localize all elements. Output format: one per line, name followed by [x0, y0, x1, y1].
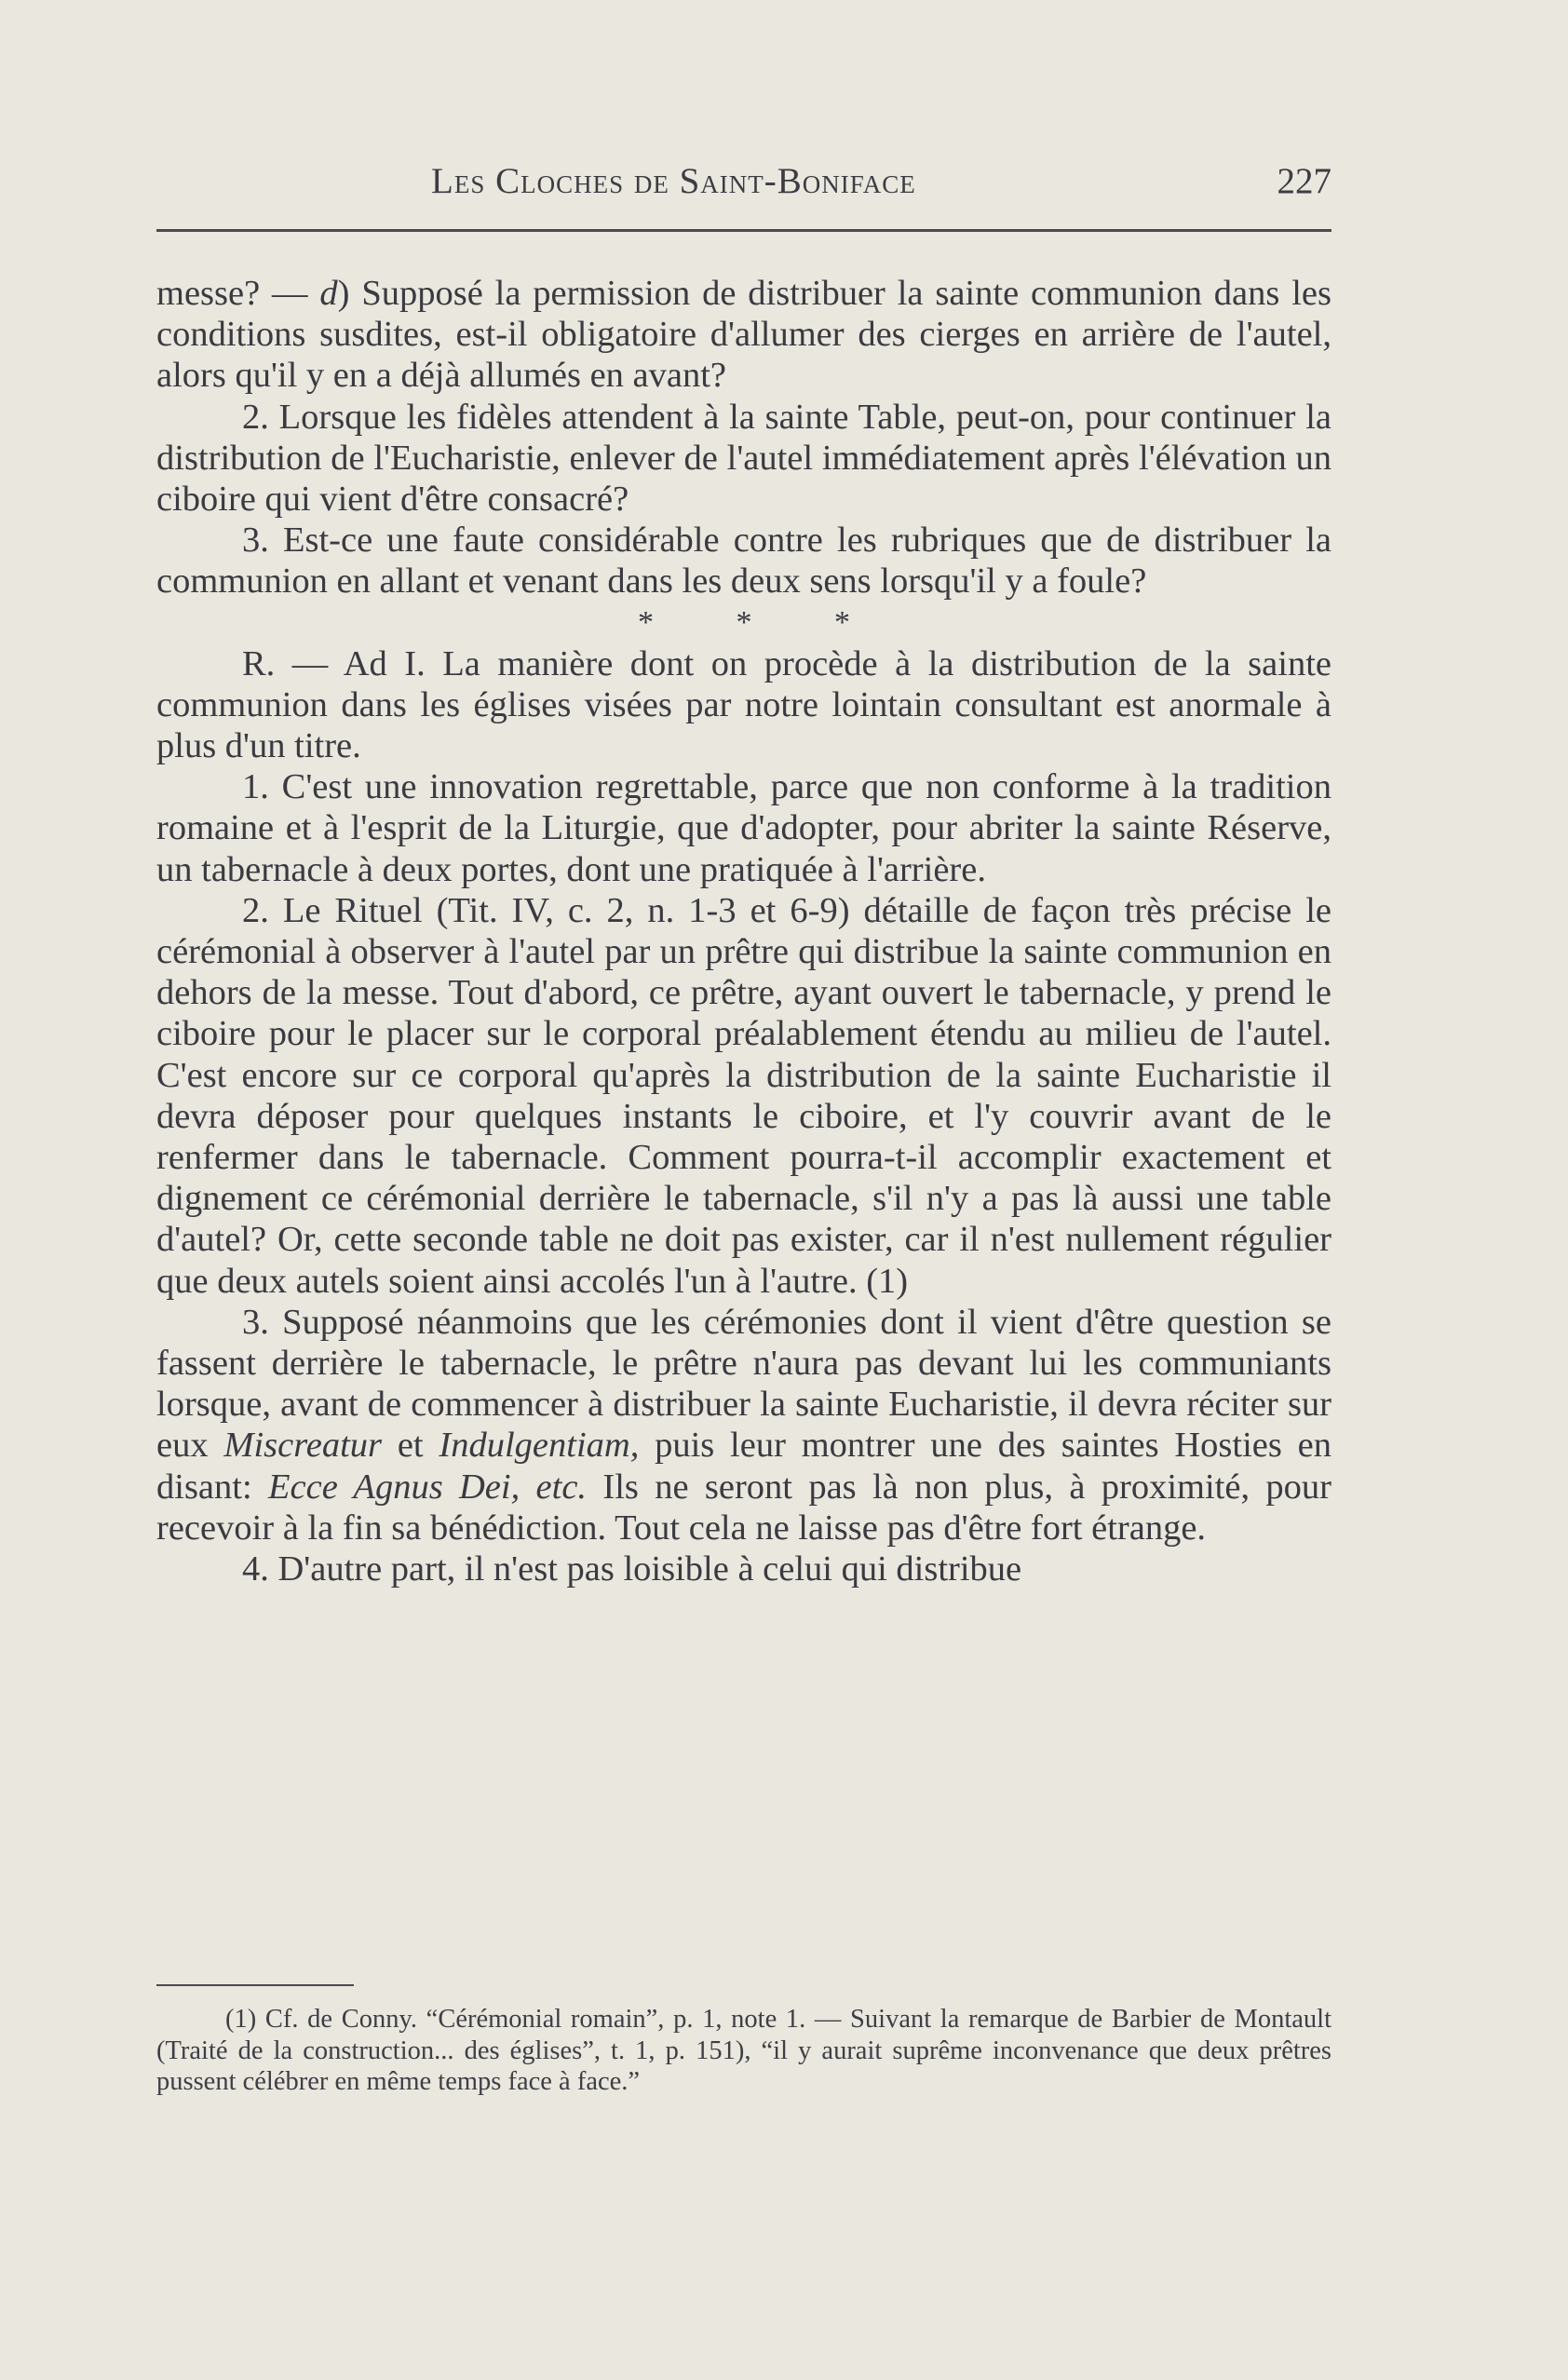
latin-quote: Ecce Agnus Dei, etc. — [268, 1467, 588, 1507]
body-text — [156, 273, 1331, 1589]
paragraph-text: ) Supposé la permission de distribuer la sainte communion dans les conditions susdites, est-il obligatoire d'allumer des cierges en arrière de l'autel, alors qu'il y en a déjà allumés en avant? — [156, 274, 1331, 396]
paragraph-text: et — [382, 1426, 439, 1466]
latin-term: Indulgentiam, — [439, 1426, 640, 1466]
running-title: Les Cloches de Saint-Boniface — [431, 161, 916, 201]
paragraph-continuation — [156, 273, 1331, 397]
paragraph-point-1: 1. C'est une innovation regrettable, parce que non conforme à la tradition romaine et à l'esprit de la Liturgie, que d'adopter, pour abriter la sainte Réserve, un tabernacle à deux portes, dont une pratiquée à l'arrière. — [156, 767, 1331, 889]
paragraph-question-2: 2. Lorsque les fidèles attendent à la sainte Table, peut-on, pour continuer la distribution de l'Eucharistie, enlever de l'autel immédiatement après l'élévation un ciboire qui vient d'être consacré? — [156, 397, 1331, 520]
header-rule — [156, 229, 1331, 232]
paragraph-text: 3. Supposé néanmoins que les cérémonies dont il vient d'être question se fassent derrière le tabernacle, le prêtre n'aura pas devant lui les communiants lorsque, avant de commencer à distribuer la sainte Eucharistie, il devra réciter sur eux — [156, 1302, 1331, 1466]
italic-letter: d — [319, 274, 338, 313]
paragraph-point-2: 2. Le Rituel (Tit. IV, c. 2, n. 1-3 et 6-9) détaille de façon très précise le cérémonial à observer à l'autel par un prêtre qui distribue la sainte communion en dehors de la messe. Tout d'abord, ce prêtre, ayant ouvert le tabernacle, y prend le ciboire pour le placer sur le corporal préalablement étendu au milieu de l'autel. C'est encore sur ce corporal qu'après la distribution de la sainte Eucharistie il devra déposer pour quelques instants le ciboire, et l'y couvrir avant de le renfermer dans le tabernacle. Comment pourra-t-il accomplir exactement et dignement ce cérémonial derrière le tabernacle, s'il n'y a pas là aussi une table d'autel? Or, cette seconde table ne doit pas exister, car il n'est nullement régulier que deux autels soient ainsi accolés l'un à l'autre. (1) — [156, 890, 1331, 1301]
footnote-text: (1) Cf. de Conny. “Cérémonial romain”, p. 1, note 1. — Suivant la remarque de Barbier de Montault (Traité de la construction... des églises”, t. 1, p. 151), “il y aurait suprême inconvenance que deux prêtres pussent célébrer en même temps face à face.” — [156, 2005, 1331, 2096]
paragraph-point-4: 4. D'autre part, il n'est pas loisible à celui qui distribue — [242, 1549, 1022, 1589]
paragraph-point-3 — [156, 1302, 1331, 1548]
footnote-rule — [156, 1984, 354, 1986]
paragraph-text: puis leur montrer une des saintes Hosties en disant: — [156, 1426, 1331, 1507]
paragraph-response: R. — Ad I. La manière dont on procède à la distribution de la sainte communion dans les églises visées par notre lointain consultant est anormale à plus d'un titre. — [156, 643, 1331, 766]
page-number: 227 — [1277, 161, 1331, 201]
running-head — [156, 156, 1331, 209]
paragraph-question-3: 3. Est-ce une faute considérable contre les rubriques que de distribuer la communion en allant et venant dans les deux sens lorsqu'il y a foule? — [156, 521, 1331, 602]
paragraph-text: messe? — — [156, 274, 320, 313]
paragraph-text: Ils ne seront pas là non plus, à proximité, pour recevoir à la fin sa bénédiction. Tout cela ne laisse pas d'être fort étrange. — [156, 1467, 1331, 1548]
latin-term: Miscreatur — [223, 1426, 383, 1466]
footnote — [156, 2004, 1331, 2098]
section-separator: * * * — [638, 604, 887, 640]
